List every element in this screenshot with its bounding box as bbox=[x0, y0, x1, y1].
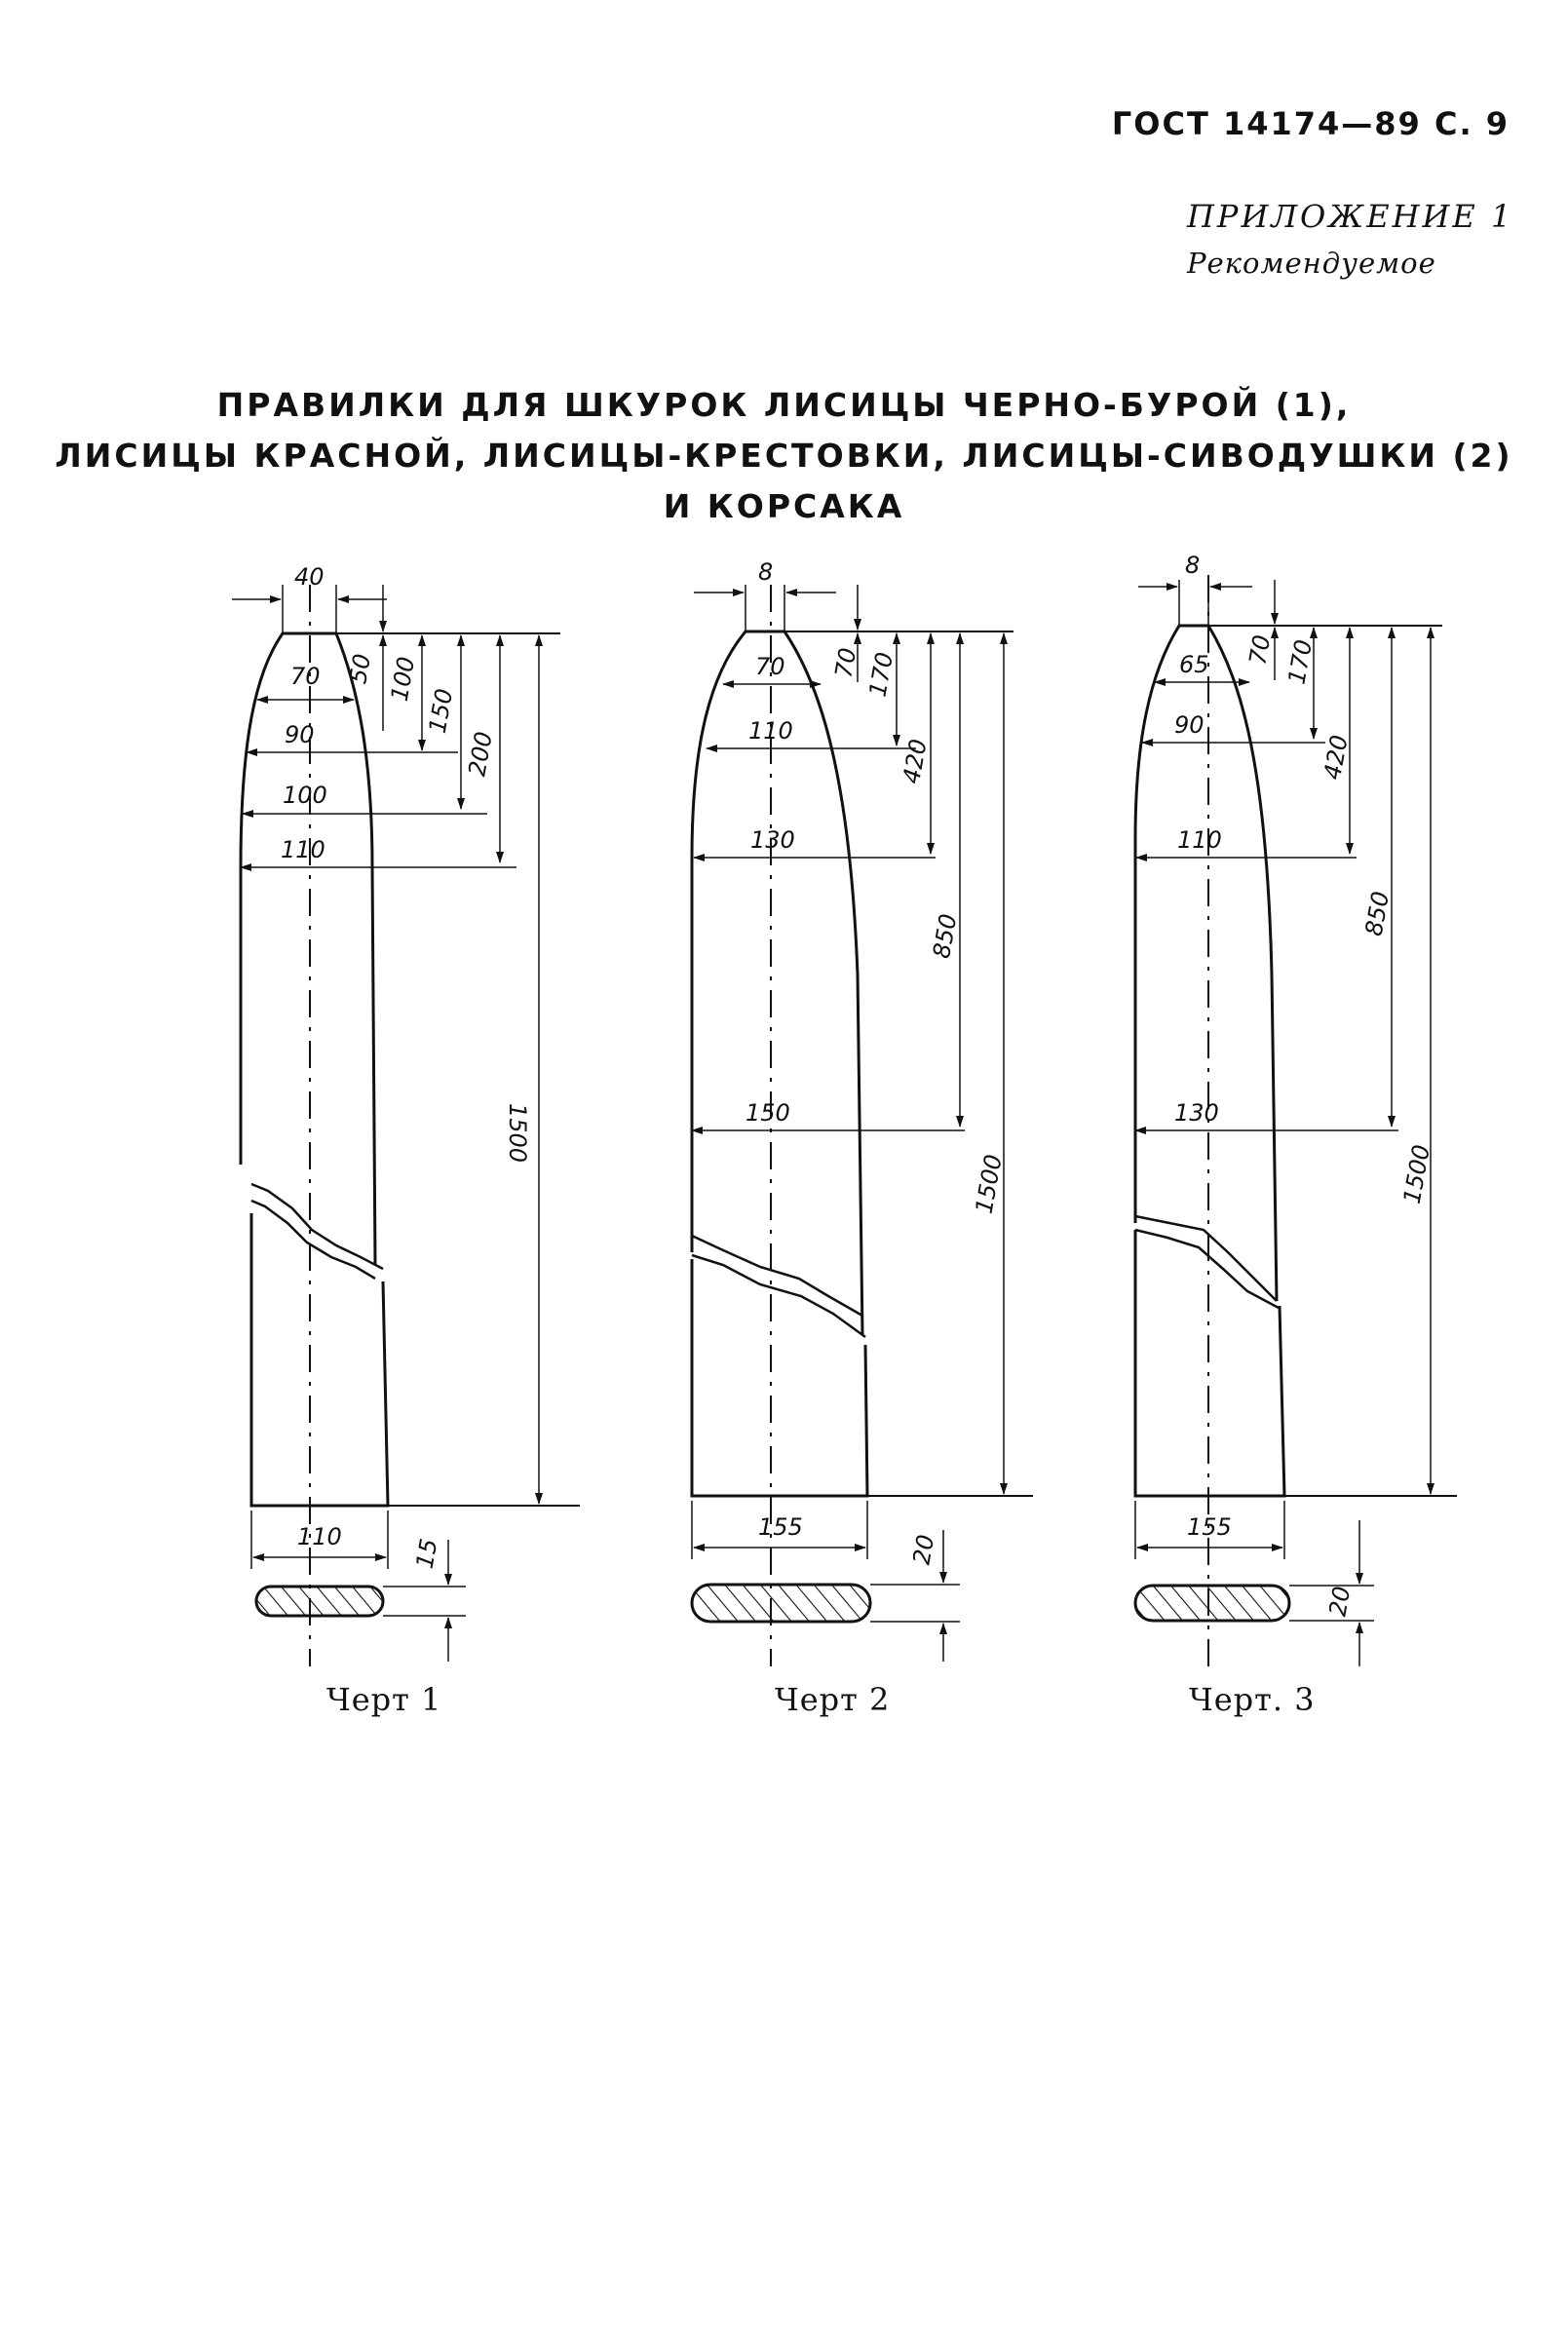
drawing-1 bbox=[232, 563, 580, 1666]
dim-width-2: 90 bbox=[1174, 711, 1205, 739]
document-reference: ГОСТ 14174—89 С. 9 bbox=[1111, 105, 1510, 142]
dim-depth-4: 850 bbox=[927, 911, 963, 961]
dim-total: 1500 bbox=[1397, 1142, 1435, 1206]
dim-width-4: 150 bbox=[746, 1099, 790, 1127]
dim-width-1: 65 bbox=[1179, 651, 1209, 678]
dim-thickness: 15 bbox=[410, 1536, 443, 1571]
caption-drawing-3: Черт. 3 bbox=[1189, 1681, 1316, 1718]
caption-drawing-2: Черт 2 bbox=[775, 1681, 891, 1718]
dim-base: 155 bbox=[1187, 1513, 1232, 1541]
dim-tip: 40 bbox=[294, 563, 325, 591]
dim-width-1: 70 bbox=[755, 653, 785, 680]
dim-depth-2: 170 bbox=[1282, 637, 1319, 687]
dim-width-4: 130 bbox=[1174, 1099, 1219, 1127]
title-line-3: И КОРСАКА bbox=[663, 487, 905, 525]
dim-depth-3: 420 bbox=[898, 737, 933, 786]
cross-section bbox=[692, 1585, 870, 1622]
dim-tip: 8 bbox=[1185, 552, 1201, 579]
drawing-3 bbox=[1135, 552, 1457, 1666]
dim-depth-1: 50 bbox=[344, 651, 377, 686]
cross-section bbox=[256, 1587, 383, 1616]
appendix-status: Рекомендуемое bbox=[1187, 247, 1436, 280]
board-outline-top bbox=[1135, 626, 1277, 1301]
break-line bbox=[692, 1236, 865, 1337]
dim-depth-1: 70 bbox=[829, 645, 862, 680]
dim-depth-3: 420 bbox=[1319, 733, 1354, 783]
dim-depth-2: 100 bbox=[385, 654, 421, 704]
dim-width-4: 110 bbox=[281, 836, 325, 863]
board-outline-bottom bbox=[1135, 1230, 1284, 1496]
dim-total: 1500 bbox=[970, 1152, 1008, 1216]
dim-thickness: 20 bbox=[907, 1532, 940, 1567]
dim-depth-4: 850 bbox=[1359, 889, 1396, 938]
dim-depth-2: 170 bbox=[863, 650, 899, 700]
title-line-2: ЛИСИЦЫ КРАСНОЙ, ЛИСИЦЫ-КРЕСТОВКИ, ЛИСИЦЫ-СИВОДУШКИ (2) bbox=[55, 437, 1513, 475]
caption-drawing-1: Черт 1 bbox=[326, 1681, 442, 1718]
dim-width-3: 100 bbox=[283, 782, 327, 809]
dim-width-1: 70 bbox=[290, 663, 321, 690]
dim-total: 1500 bbox=[504, 1103, 531, 1164]
dim-base: 155 bbox=[758, 1513, 803, 1541]
drawing-2 bbox=[692, 558, 1033, 1666]
board-outline-bottom bbox=[692, 1259, 867, 1496]
dim-depth-4: 200 bbox=[463, 729, 498, 779]
dim-depth-3: 150 bbox=[423, 686, 459, 736]
break-line bbox=[251, 1184, 383, 1279]
dim-width-3: 110 bbox=[1177, 826, 1222, 854]
dim-width-3: 130 bbox=[750, 826, 795, 854]
dim-width-2: 90 bbox=[285, 721, 315, 748]
title-line-1: ПРАВИЛКИ ДЛЯ ШКУРОК ЛИСИЦЫ ЧЕРНО-БУРОЙ (1), bbox=[216, 386, 1352, 424]
dim-width-2: 110 bbox=[748, 717, 793, 745]
dim-tip: 8 bbox=[758, 558, 774, 586]
board-outline-bottom bbox=[251, 1213, 388, 1506]
dim-base: 110 bbox=[297, 1523, 342, 1550]
break-line bbox=[1135, 1216, 1279, 1308]
dim-thickness: 20 bbox=[1323, 1584, 1357, 1619]
dim-depth-1: 70 bbox=[1243, 632, 1277, 668]
cross-section bbox=[1135, 1586, 1289, 1621]
appendix-label: ПРИЛОЖЕНИЕ 1 bbox=[1187, 198, 1514, 235]
